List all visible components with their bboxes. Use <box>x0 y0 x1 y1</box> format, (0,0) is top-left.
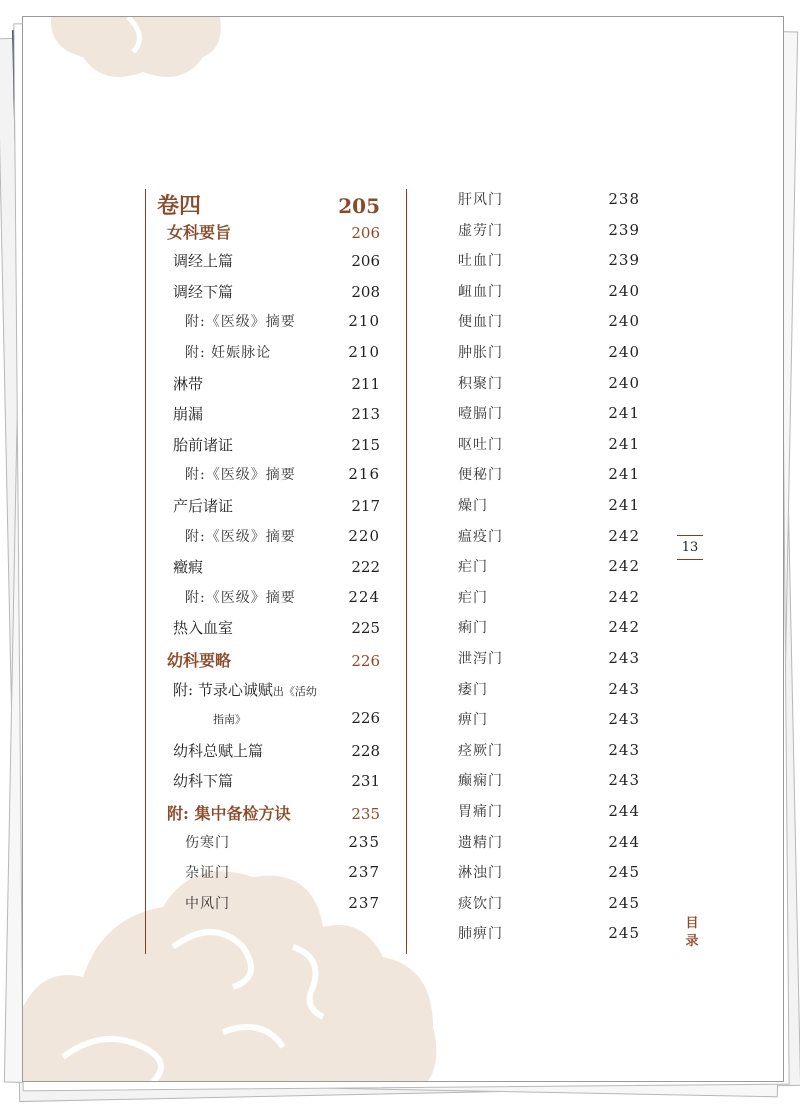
toc-entry-page: 215 <box>351 435 380 454</box>
toc-entry-page: 243 <box>608 710 640 729</box>
toc-entry-page: 239 <box>608 220 640 239</box>
cloud-ornament-top <box>33 16 233 87</box>
toc-entry-label: 伤寒门 <box>185 834 230 851</box>
toc-entry-page: 243 <box>608 740 640 759</box>
cloud-ornament-bottom <box>23 857 443 1082</box>
toc-entry-page: 239 <box>608 251 640 270</box>
toc-entry <box>185 464 380 484</box>
toc-entry-page: 226 <box>351 709 380 728</box>
toc-entry <box>458 770 640 790</box>
toc-entry-label: 附: 集中备检方诀 <box>167 804 291 823</box>
toc-entry-page: 245 <box>608 863 640 882</box>
toc-entry-page: 241 <box>608 404 640 423</box>
toc-entry <box>458 311 640 331</box>
toc-entry <box>185 526 380 546</box>
toc-entry <box>167 801 380 824</box>
toc-entry-label: 痉厥门 <box>458 742 503 759</box>
toc-entry <box>185 342 380 362</box>
toc-entry <box>173 250 380 271</box>
toc-entry-label: 痿门 <box>458 681 488 698</box>
toc-entry <box>173 770 380 791</box>
toc-entry <box>458 648 640 668</box>
toc-entry <box>173 434 380 455</box>
toc-entry-page: 245 <box>608 924 640 943</box>
toc-entry-label: 衄血门 <box>458 283 503 300</box>
toc-entry-page: 241 <box>608 434 640 453</box>
toc-entry-label: 杂证门 <box>185 865 230 882</box>
toc-entry <box>167 648 380 671</box>
toc-entry-label: 燥门 <box>458 498 488 514</box>
toc-entry-label: 淋浊门 <box>458 865 503 882</box>
toc-entry-label: 附: 节录心诚赋出《活幼 <box>173 680 317 699</box>
toc-entry-label: 遗精门 <box>458 834 503 851</box>
toc-entry-page: 242 <box>608 557 640 576</box>
toc-entry-label: 附: 妊娠脉论 <box>185 345 272 361</box>
toc-entry-page: 225 <box>351 619 380 638</box>
toc-entry-label: 卷四 <box>157 193 202 219</box>
toc-entry-page: 241 <box>608 465 640 484</box>
toc-entry <box>173 556 380 577</box>
toc-entry-label: 痹门 <box>458 712 488 729</box>
toc-entry-page: 205 <box>338 194 380 218</box>
toc-entry-label: 调经上篇 <box>173 252 234 271</box>
toc-entry-page: 244 <box>608 832 640 851</box>
toc-entry-page: 222 <box>351 558 380 577</box>
toc-entry-label: 癥瘕 <box>173 558 204 577</box>
toc-entry-label: 胎前诸证 <box>173 435 234 454</box>
toc-entry <box>167 220 380 243</box>
toc-entry <box>458 250 640 270</box>
toc-entry <box>458 923 640 943</box>
toc-entry-label: 女科要旨 <box>167 222 232 242</box>
toc-entry-label: 附:《医级》摘要 <box>185 528 296 545</box>
toc-entry-page: 240 <box>608 281 640 300</box>
toc-entry-label: 积聚门 <box>458 375 503 392</box>
toc-entry-page: 244 <box>608 802 640 820</box>
toc-entry <box>458 189 640 209</box>
toc-entry <box>173 403 380 424</box>
toc-entry-page: 231 <box>351 772 380 791</box>
toc-entry-page: 213 <box>351 405 380 424</box>
toc-entry-page: 237 <box>348 893 380 912</box>
toc-entry-label: 疟门 <box>458 589 488 606</box>
toc-entry-label: 噎膈门 <box>458 406 503 423</box>
toc-entry-page: 243 <box>608 649 640 667</box>
toc-entry-label: 附:《医级》摘要 <box>185 314 296 331</box>
toc-entry-page: 238 <box>608 190 640 208</box>
toc-entry-note: 出《活幼 <box>272 684 317 698</box>
toc-entry-label: 胃痛门 <box>458 804 503 820</box>
toc-entry-page: 242 <box>608 587 640 606</box>
toc-entry <box>173 740 380 761</box>
toc-entry-page: 240 <box>608 373 640 392</box>
toc-entry-page: 240 <box>608 312 640 331</box>
toc-entry <box>458 373 640 393</box>
toc-entry <box>173 281 380 302</box>
toc-entry-label: 幼科总赋上篇 <box>173 741 264 760</box>
toc-entry <box>458 801 640 821</box>
toc-entry-label: 指南》 <box>213 713 246 727</box>
toc-entry <box>458 556 640 576</box>
toc-entry-page: 216 <box>348 465 380 484</box>
toc-entry-label: 疟门 <box>458 559 488 576</box>
toc-entry <box>458 709 640 729</box>
toc-entry-page: 245 <box>608 893 640 912</box>
toc-entry-label: 中风门 <box>185 895 230 912</box>
toc-entry-page: 243 <box>608 679 640 698</box>
toc-entry <box>185 862 380 882</box>
toc-entry-page: 217 <box>351 497 380 515</box>
toc-entry-label: 调经下篇 <box>173 282 234 301</box>
toc-entry <box>185 832 380 852</box>
toc-entry-page: 240 <box>608 343 640 361</box>
toc-entry-label: 泄泻门 <box>458 651 503 667</box>
toc-entry-label: 呕吐门 <box>458 436 503 453</box>
toc-entry-label: 肿胀门 <box>458 345 503 361</box>
column-divider-mid <box>406 189 407 954</box>
toc-entry <box>458 617 640 637</box>
toc-entry-page: 242 <box>608 618 640 637</box>
toc-entry-page: 206 <box>351 223 380 242</box>
toc-entry-label: 肺痹门 <box>458 926 503 943</box>
toc-entry <box>173 373 380 394</box>
toc-entry <box>458 526 640 546</box>
toc-entry <box>157 189 380 220</box>
toc-entry-label: 癫痫门 <box>458 773 503 790</box>
toc-entry <box>458 464 640 484</box>
toc-entry-page: 235 <box>351 805 380 823</box>
toc-entry <box>458 587 640 607</box>
toc-entry-page: 220 <box>348 526 380 545</box>
toc-entry <box>458 679 640 699</box>
toc-entry-label: 崩漏 <box>173 405 204 424</box>
toc-entry <box>173 617 380 638</box>
toc-entry-label: 痢门 <box>458 620 488 637</box>
toc-entry <box>458 434 640 454</box>
toc-entry <box>173 679 380 700</box>
toc-entry <box>458 862 640 882</box>
toc-entry-page: 210 <box>348 312 380 331</box>
toc-entry-page: 206 <box>351 252 380 271</box>
toc-entry-label: 肝风门 <box>458 192 503 208</box>
toc-entry-page: 237 <box>348 863 380 882</box>
toc-entry-label: 便血门 <box>458 314 503 331</box>
toc-entry-label: 便秘门 <box>458 467 503 484</box>
toc-entry-page: 224 <box>348 587 380 606</box>
toc-entry <box>458 220 640 240</box>
toc-entry-page: 228 <box>351 741 380 760</box>
toc-entry-label: 附:《医级》摘要 <box>185 467 296 484</box>
page-number: 13 <box>677 535 703 560</box>
toc-entry-page: 226 <box>351 652 380 670</box>
toc-entry-label: 痰饮门 <box>458 895 503 912</box>
toc-entry-page: 242 <box>608 526 640 545</box>
toc-entry <box>458 495 640 515</box>
toc-entry <box>458 281 640 301</box>
column-divider-left <box>145 189 146 954</box>
toc-entry-page: 210 <box>348 343 380 361</box>
toc-entry-label: 幼科要略 <box>167 651 232 670</box>
toc-entry-label: 幼科下篇 <box>173 772 234 791</box>
toc-entry <box>458 740 640 760</box>
toc-entry-page: 243 <box>608 771 640 790</box>
section-side-title: 目录 <box>685 916 699 949</box>
toc-entry <box>458 893 640 913</box>
toc-entry <box>458 403 640 423</box>
toc-entry <box>458 832 640 852</box>
toc-entry-label: 附:《医级》摘要 <box>185 589 296 606</box>
toc-entry <box>185 587 380 607</box>
toc-entry <box>173 495 380 516</box>
toc-entry-label: 吐血门 <box>458 253 503 270</box>
toc-entry <box>185 311 380 331</box>
toc-entry <box>458 342 640 362</box>
toc-entry <box>185 893 380 913</box>
toc-page <box>22 16 784 1082</box>
toc-entry-label: 虚劳门 <box>458 222 503 239</box>
toc-entry-page: 211 <box>351 374 380 393</box>
toc-entry-label: 淋带 <box>173 374 204 393</box>
toc-entry-label: 瘟疫门 <box>458 528 503 545</box>
toc-entry-label: 热入血室 <box>173 619 234 638</box>
toc-entry <box>213 709 380 727</box>
toc-entry-page: 241 <box>608 496 640 514</box>
toc-entry-page: 235 <box>348 832 380 851</box>
toc-entry-label: 产后诸证 <box>173 497 234 515</box>
toc-entry-page: 208 <box>351 282 380 301</box>
